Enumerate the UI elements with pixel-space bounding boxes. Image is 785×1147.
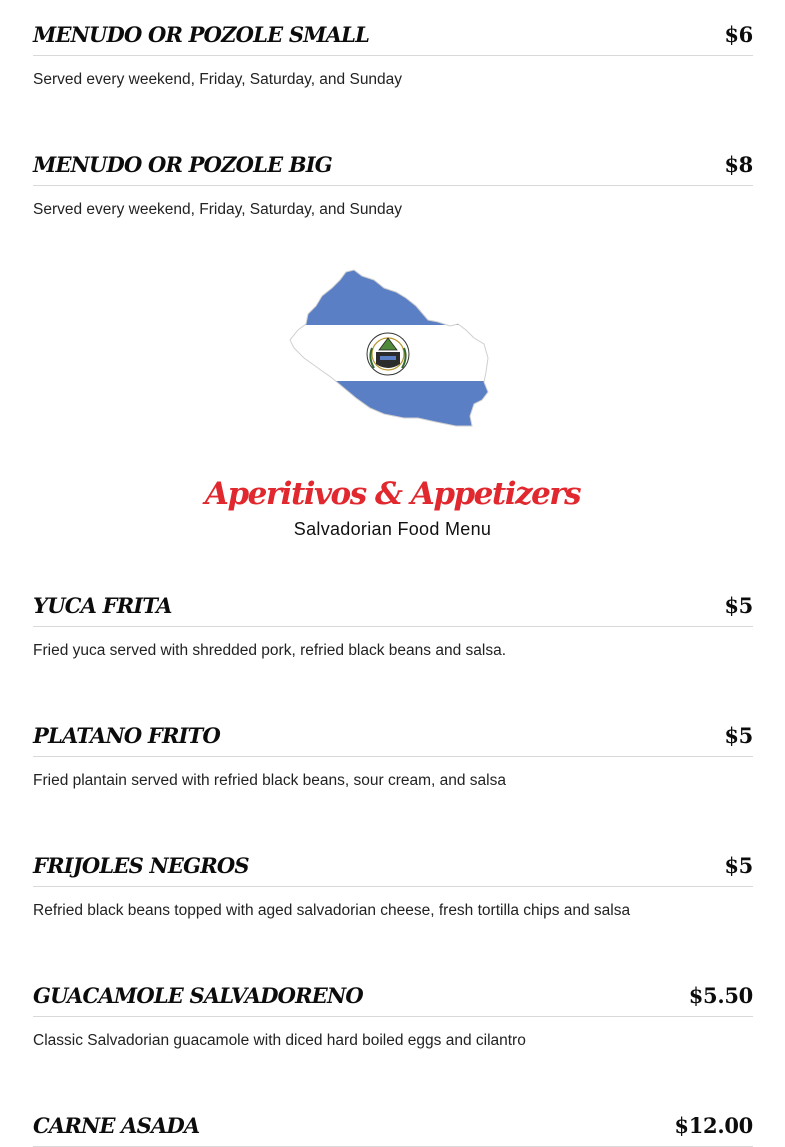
- menu-item-name: GUACAMOLE SALVADORENO: [33, 983, 363, 1008]
- menu-item-header: [33, 1101, 753, 1147]
- menu-item: [33, 971, 753, 1051]
- menu-item-header: [33, 711, 753, 757]
- menu-item-header: [33, 10, 753, 56]
- menu-item-price: $5.50: [688, 983, 753, 1008]
- menu-item-header: [33, 971, 753, 1017]
- menu-item-price: $5: [724, 723, 753, 748]
- menu-item-description: Refried black beans topped with aged salvadorian cheese, fresh tortilla chips and salsa: [33, 902, 631, 919]
- menu-item: [33, 1101, 753, 1147]
- menu-item-name: MENUDO OR POZOLE SMALL: [33, 22, 370, 47]
- menu-item: [33, 140, 753, 220]
- section-title: Aperitivos & Appetizers: [204, 476, 581, 512]
- menu-item-description: Fried yuca served with shredded pork, refried black beans and salsa.: [33, 642, 506, 659]
- menu-item-name: CARNE ASADA: [33, 1113, 200, 1138]
- menu-item-description: Served every weekend, Friday, Saturday, and Sunday: [33, 71, 403, 88]
- menu-item-name: YUCA FRITA: [33, 593, 172, 618]
- menu-item-description: Fried plantain served with refried black beans, sour cream, and salsa: [33, 772, 506, 789]
- menu-item-price: $5: [724, 593, 753, 618]
- menu-item: [33, 581, 753, 661]
- el-salvador-flag-map-icon: [288, 268, 490, 428]
- menu-item-name: FRIJOLES NEGROS: [33, 853, 249, 878]
- menu-item-header: [33, 140, 753, 186]
- menu-item-header: [33, 841, 753, 887]
- section-subtitle: Salvadorian Food Menu: [293, 519, 492, 539]
- menu-item: [33, 841, 753, 921]
- menu-item-name: MENUDO OR POZOLE BIG: [33, 152, 332, 177]
- coat-of-arms-icon: [367, 333, 409, 375]
- menu-item-price: $12.00: [674, 1113, 753, 1138]
- menu-item-price: $8: [724, 152, 753, 177]
- menu-item-price: $5: [724, 853, 753, 878]
- menu-item-name: PLATANO FRITO: [33, 723, 220, 748]
- menu-item: [33, 711, 753, 791]
- menu-item: [33, 10, 753, 90]
- menu-item-description: Served every weekend, Friday, Saturday, and Sunday: [33, 201, 403, 218]
- menu-item-header: [33, 581, 753, 627]
- menu-item-price: $6: [724, 22, 753, 47]
- menu-item-description: Classic Salvadorian guacamole with diced hard boiled eggs and cilantro: [33, 1032, 526, 1049]
